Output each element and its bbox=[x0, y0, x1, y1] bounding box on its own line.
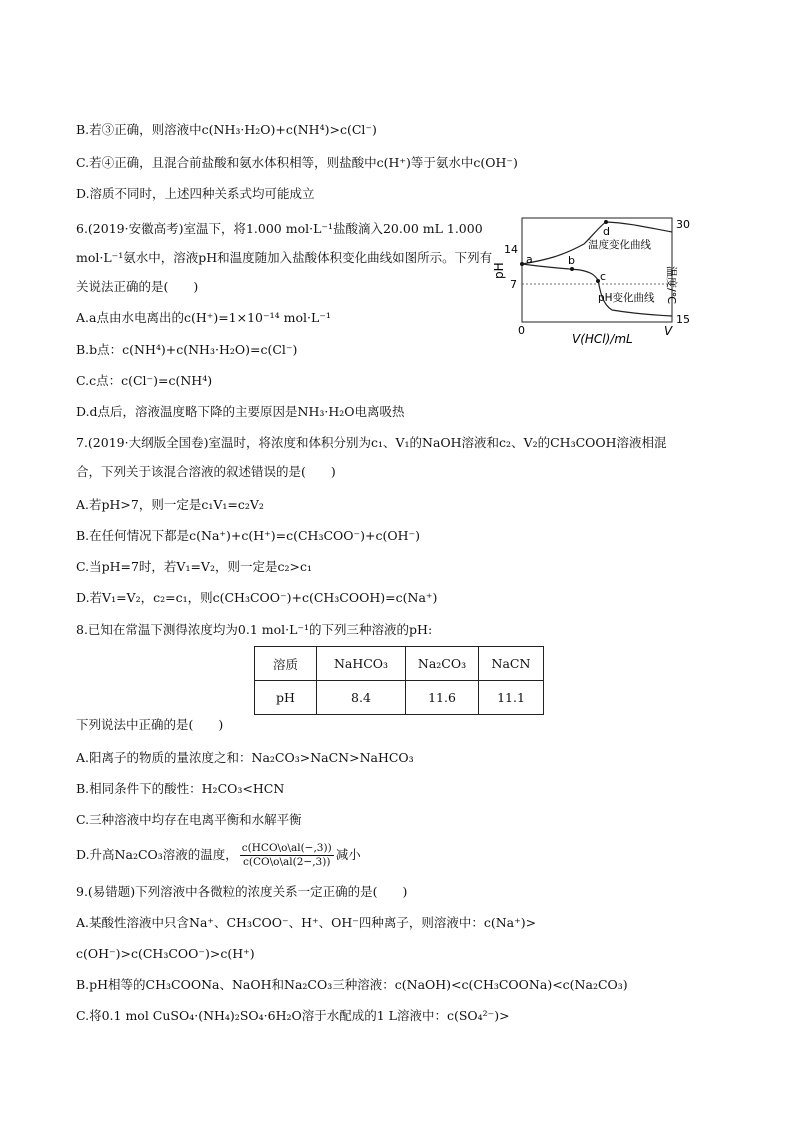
ph-curve-label: pH变化曲线 bbox=[598, 292, 655, 304]
tick-7: 7 bbox=[510, 278, 517, 291]
q7-option-a: A.若pH>7，则一定是c₁V₁=c₂V₂ bbox=[76, 497, 264, 512]
q8-option-d-suffix: 减小 bbox=[335, 847, 361, 862]
fraction bbox=[240, 842, 334, 869]
q6-option-b: B.b点：c(NH⁴)+c(NH₃·H₂O)=c(Cl⁻) bbox=[76, 342, 298, 357]
label-a: a bbox=[526, 253, 533, 266]
ph-data-table bbox=[254, 646, 544, 715]
q9-option-a-line2: c(OH⁻)>c(CH₃COO⁻)>c(H⁺) bbox=[76, 946, 255, 961]
tick-origin: 0 bbox=[518, 324, 525, 337]
label-b: b bbox=[568, 254, 575, 267]
table-cell: 溶质 bbox=[255, 647, 317, 681]
q7-stem-line1: 7.(2019·大纲版全国卷)室温时，将浓度和体积分别为c₁、V₁的NaOH溶液和c₂、V₂的CH₃COOH溶液相混 bbox=[76, 435, 667, 450]
label-d: d bbox=[603, 225, 610, 238]
label-c: c bbox=[600, 270, 607, 283]
table-cell: 11.6 bbox=[406, 681, 479, 715]
table-cell: Na₂CO₃ bbox=[406, 647, 479, 681]
option-c: C.若④正确，且混合前盐酸和氨水体积相等，则盐酸中c(H⁺)等于氨水中c(OH⁻) bbox=[76, 155, 518, 170]
q7-option-b: B.在任何情况下都是c(Na⁺)+c(H⁺)=c(CH₃COO⁻)+c(OH⁻) bbox=[76, 528, 420, 543]
table-cell: 8.4 bbox=[317, 681, 406, 715]
q9-stem: 9.(易错题)下列溶液中各微粒的浓度关系一定正确的是( ) bbox=[76, 884, 408, 899]
q8-option-c: C.三种溶液中均存在电离平衡和水解平衡 bbox=[76, 812, 302, 827]
q7-option-c: C.当pH=7时，若V₁=V₂，则一定是c₂>c₁ bbox=[76, 559, 312, 574]
point-a bbox=[520, 262, 524, 266]
option-d: D.溶质不同时，上述四种关系式均可能成立 bbox=[76, 186, 315, 201]
option-b: B.若③正确，则溶液中c(NH₃·H₂O)+c(NH⁴)>c(Cl⁻) bbox=[76, 122, 377, 137]
q8-stem: 8.已知在常温下测得浓度均为0.1 mol·L⁻¹的下列三种溶液的pH: bbox=[76, 622, 433, 637]
temperature-axis-label: 温度/℃ bbox=[665, 266, 678, 305]
q6-option-c: C.c点：c(Cl⁻)=c(NH⁴) bbox=[76, 373, 213, 388]
x-axis-end: V bbox=[664, 324, 673, 338]
q7-option-d: D.若V₁=V₂，c₂=c₁，则c(CH₃COO⁻)+c(CH₃COOH)=c(Na⁺) bbox=[76, 590, 438, 605]
q8-option-d-text: D.升高Na₂CO₃溶液的温度， bbox=[76, 847, 238, 862]
q7-stem-line2: 合，下列关于该混合溶液的叙述错误的是( ) bbox=[76, 464, 336, 479]
q8-option-b: B.相同条件下的酸性：H₂CO₃<HCN bbox=[76, 781, 285, 796]
table-cell: NaCN bbox=[479, 647, 544, 681]
tick-15: 15 bbox=[676, 313, 690, 326]
q6-option-a: A.a点由水电离出的c(H⁺)=1×10⁻¹⁴ mol·L⁻¹ bbox=[76, 310, 331, 325]
ph-temperature-figure bbox=[490, 212, 702, 352]
table-cell: NaHCO₃ bbox=[317, 647, 406, 681]
point-b bbox=[570, 267, 574, 271]
ph-axis-label: pH bbox=[492, 262, 506, 279]
q9-option-a-line1: A.某酸性溶液中只含Na⁺、CH₃COO⁻、H⁺、OH⁻四种离子，则溶液中：c(Na⁺)> bbox=[76, 915, 537, 930]
q8-option-a: A.阳离子的物质的量浓度之和：Na₂CO₃>NaCN>NaHCO₃ bbox=[76, 750, 414, 765]
table-header-row bbox=[255, 647, 544, 681]
q9-option-c: C.将0.1 mol CuSO₄·(NH₄)₂SO₄·6H₂O溶于水配成的1 L溶液中：c(SO₄²⁻)> bbox=[76, 1008, 510, 1023]
x-axis-label: V(HCl)/mL bbox=[572, 332, 633, 346]
table-row bbox=[255, 681, 544, 715]
q6-stem: 6.(2019·安徽高考)室温下，将1.000 mol·L⁻¹盐酸滴入20.00 mL 1.000 mol·L⁻¹氨水中，溶液pH和温度随加入盐酸体积变化曲线如图所示。下列有关说法正确的是( ) bbox=[76, 221, 493, 294]
fraction-denominator: c(CO\o\al(2−,3)) bbox=[243, 856, 331, 868]
q8-ask: 下列说法中正确的是( ) bbox=[76, 717, 224, 732]
q6-option-d: D.d点后，溶液温度略下降的主要原因是NH₃·H₂O电离吸热 bbox=[76, 404, 405, 419]
plot-frame bbox=[522, 218, 672, 322]
ph-curve bbox=[522, 264, 672, 316]
fraction-numerator: c(HCO\o\al(−,3)) bbox=[241, 842, 332, 854]
point-d bbox=[604, 220, 608, 224]
temperature-curve-label: 温度变化曲线 bbox=[588, 239, 651, 251]
q9-option-b: B.pH相等的CH₃COONa、NaOH和Na₂CO₃三种溶液：c(NaOH)<c(CH₃COONa)<c(Na₂CO₃) bbox=[76, 977, 628, 992]
tick-30: 30 bbox=[676, 218, 690, 231]
q8-option-d bbox=[76, 838, 361, 872]
tick-14: 14 bbox=[504, 243, 518, 256]
table-cell: 11.1 bbox=[479, 681, 544, 715]
table-cell: pH bbox=[255, 681, 317, 715]
